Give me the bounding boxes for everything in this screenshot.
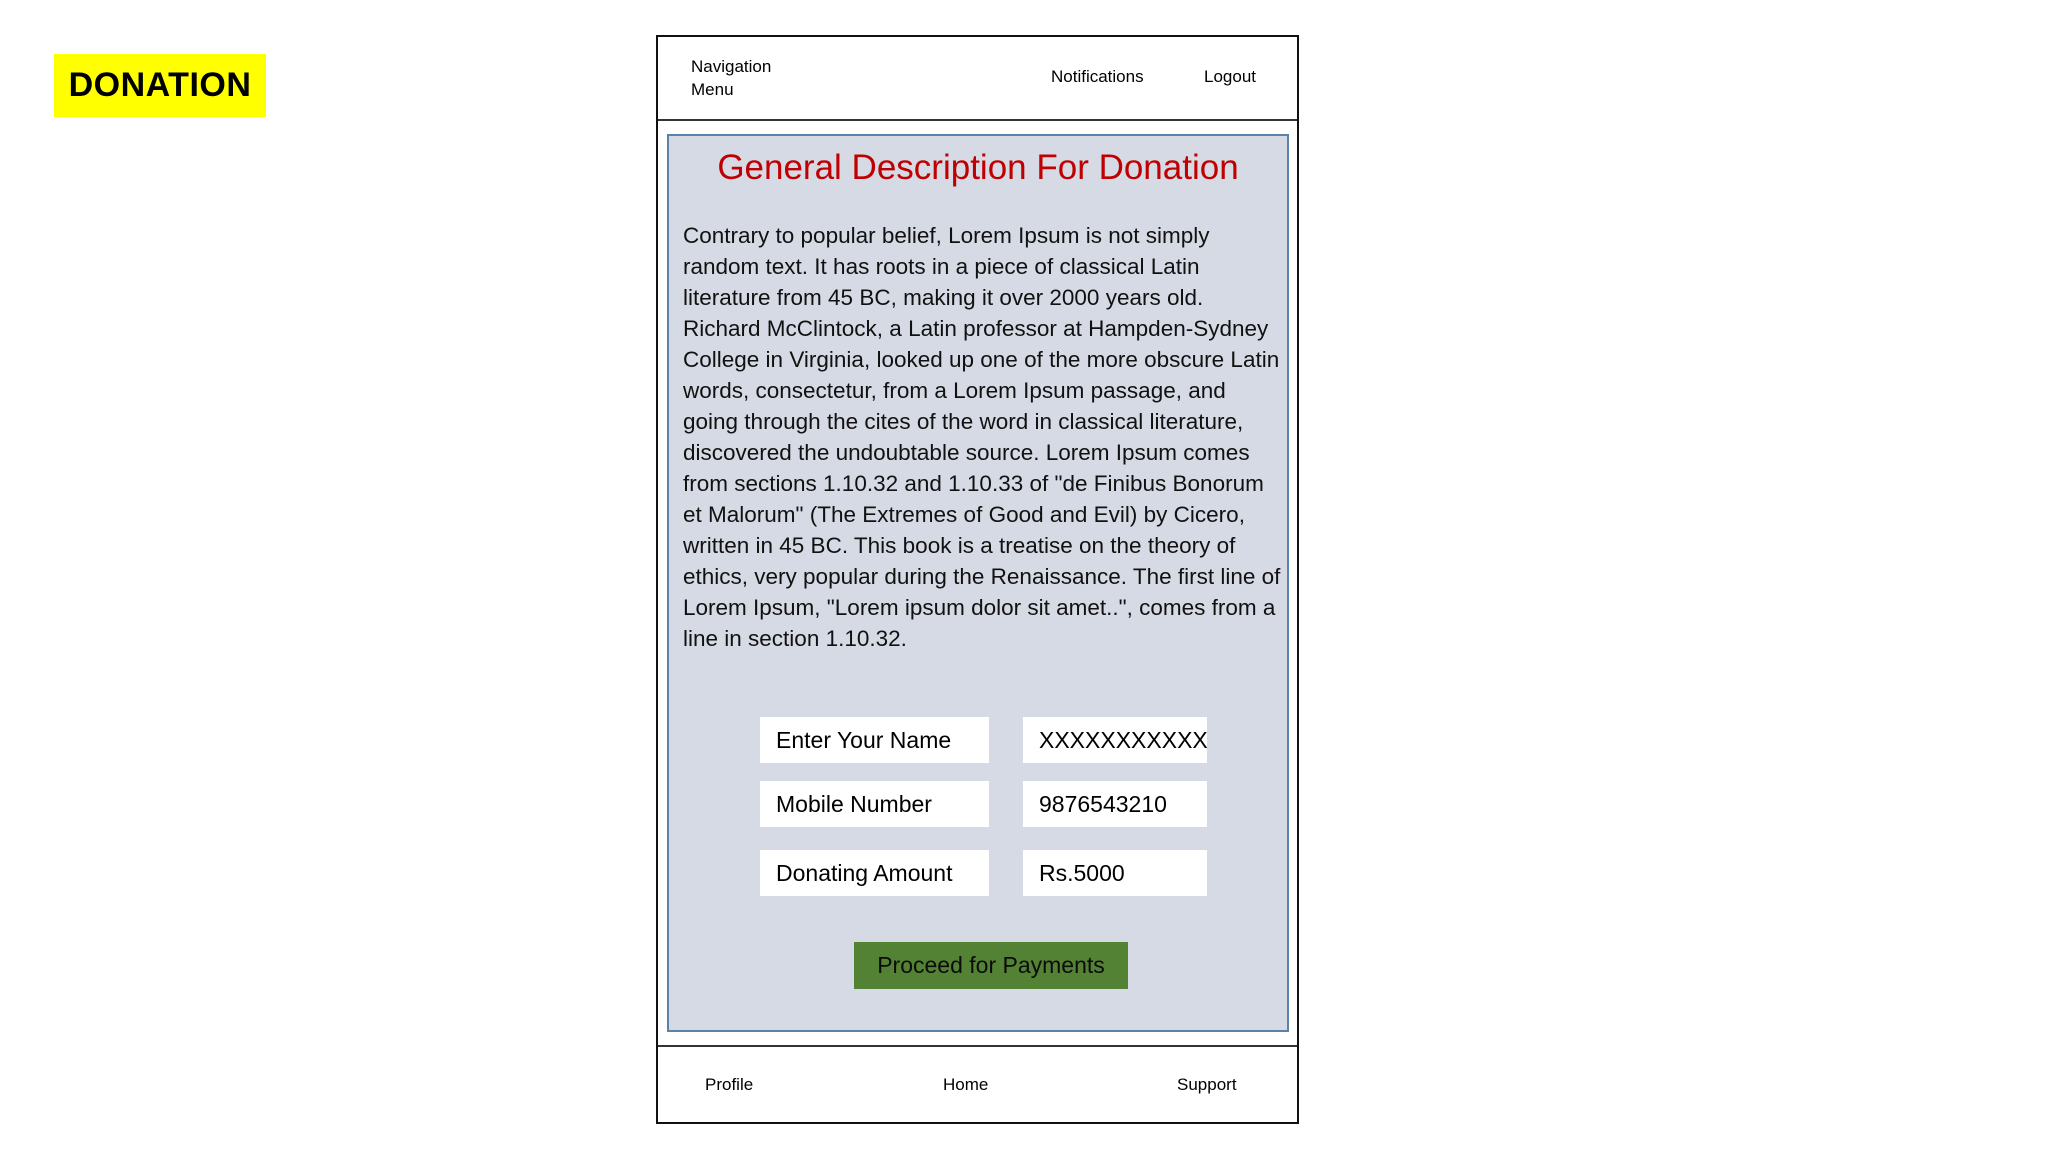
amount-label: Donating Amount [760,850,989,896]
proceed-payment-button[interactable]: Proceed for Payments [854,942,1128,989]
donation-content-panel [667,134,1289,1032]
top-nav-bar [658,37,1297,121]
bottom-nav-bar [658,1045,1297,1122]
phone-frame [656,35,1299,1124]
logout-link[interactable]: Logout [1204,67,1256,86]
mobile-input[interactable]: 9876543210 [1023,781,1207,827]
amount-input[interactable]: Rs.5000 [1023,850,1207,896]
bottom-nav-profile[interactable]: Profile [705,1075,754,1094]
mobile-label: Mobile Number [760,781,989,827]
slide-tag: DONATION [54,54,266,117]
page-title: General Description For Donation [717,148,1239,187]
notifications-link[interactable]: Notifications [1051,67,1144,86]
name-label: Enter Your Name [760,717,989,763]
navigation-menu-link[interactable]: Navigation Menu [691,57,772,99]
bottom-nav-support[interactable]: Support [1177,1075,1237,1094]
name-input[interactable]: XXXXXXXXXXX [1023,717,1207,763]
donation-description: Contrary to popular belief, Lorem Ipsum is not simply random text. It has roots in a piece of classical Latin literature from 45 BC, making it over 2000 years old. Richard McClintock, a Latin professor at Hampden-Sydney College in Virginia, looked up one of the more obscure Latin words, consectetur, from a Lorem Ipsum passage, and going through the cites of the word in classical literature, discovered the undoubtable source. Lorem Ipsum comes from sections 1.10.32 and 1.10.33 of "de Finibus Bonorum et Malorum" (The Extremes of Good and Evil) by Cicero, written in 45 BC. This book is a treatise on the theory of ethics, very popular during the Renaissance. The first line of Lorem Ipsum, "Lorem ipsum dolor sit amet..", comes from a line in section 1.10.32. [683,223,1281,651]
bottom-nav-home[interactable]: Home [943,1075,989,1094]
